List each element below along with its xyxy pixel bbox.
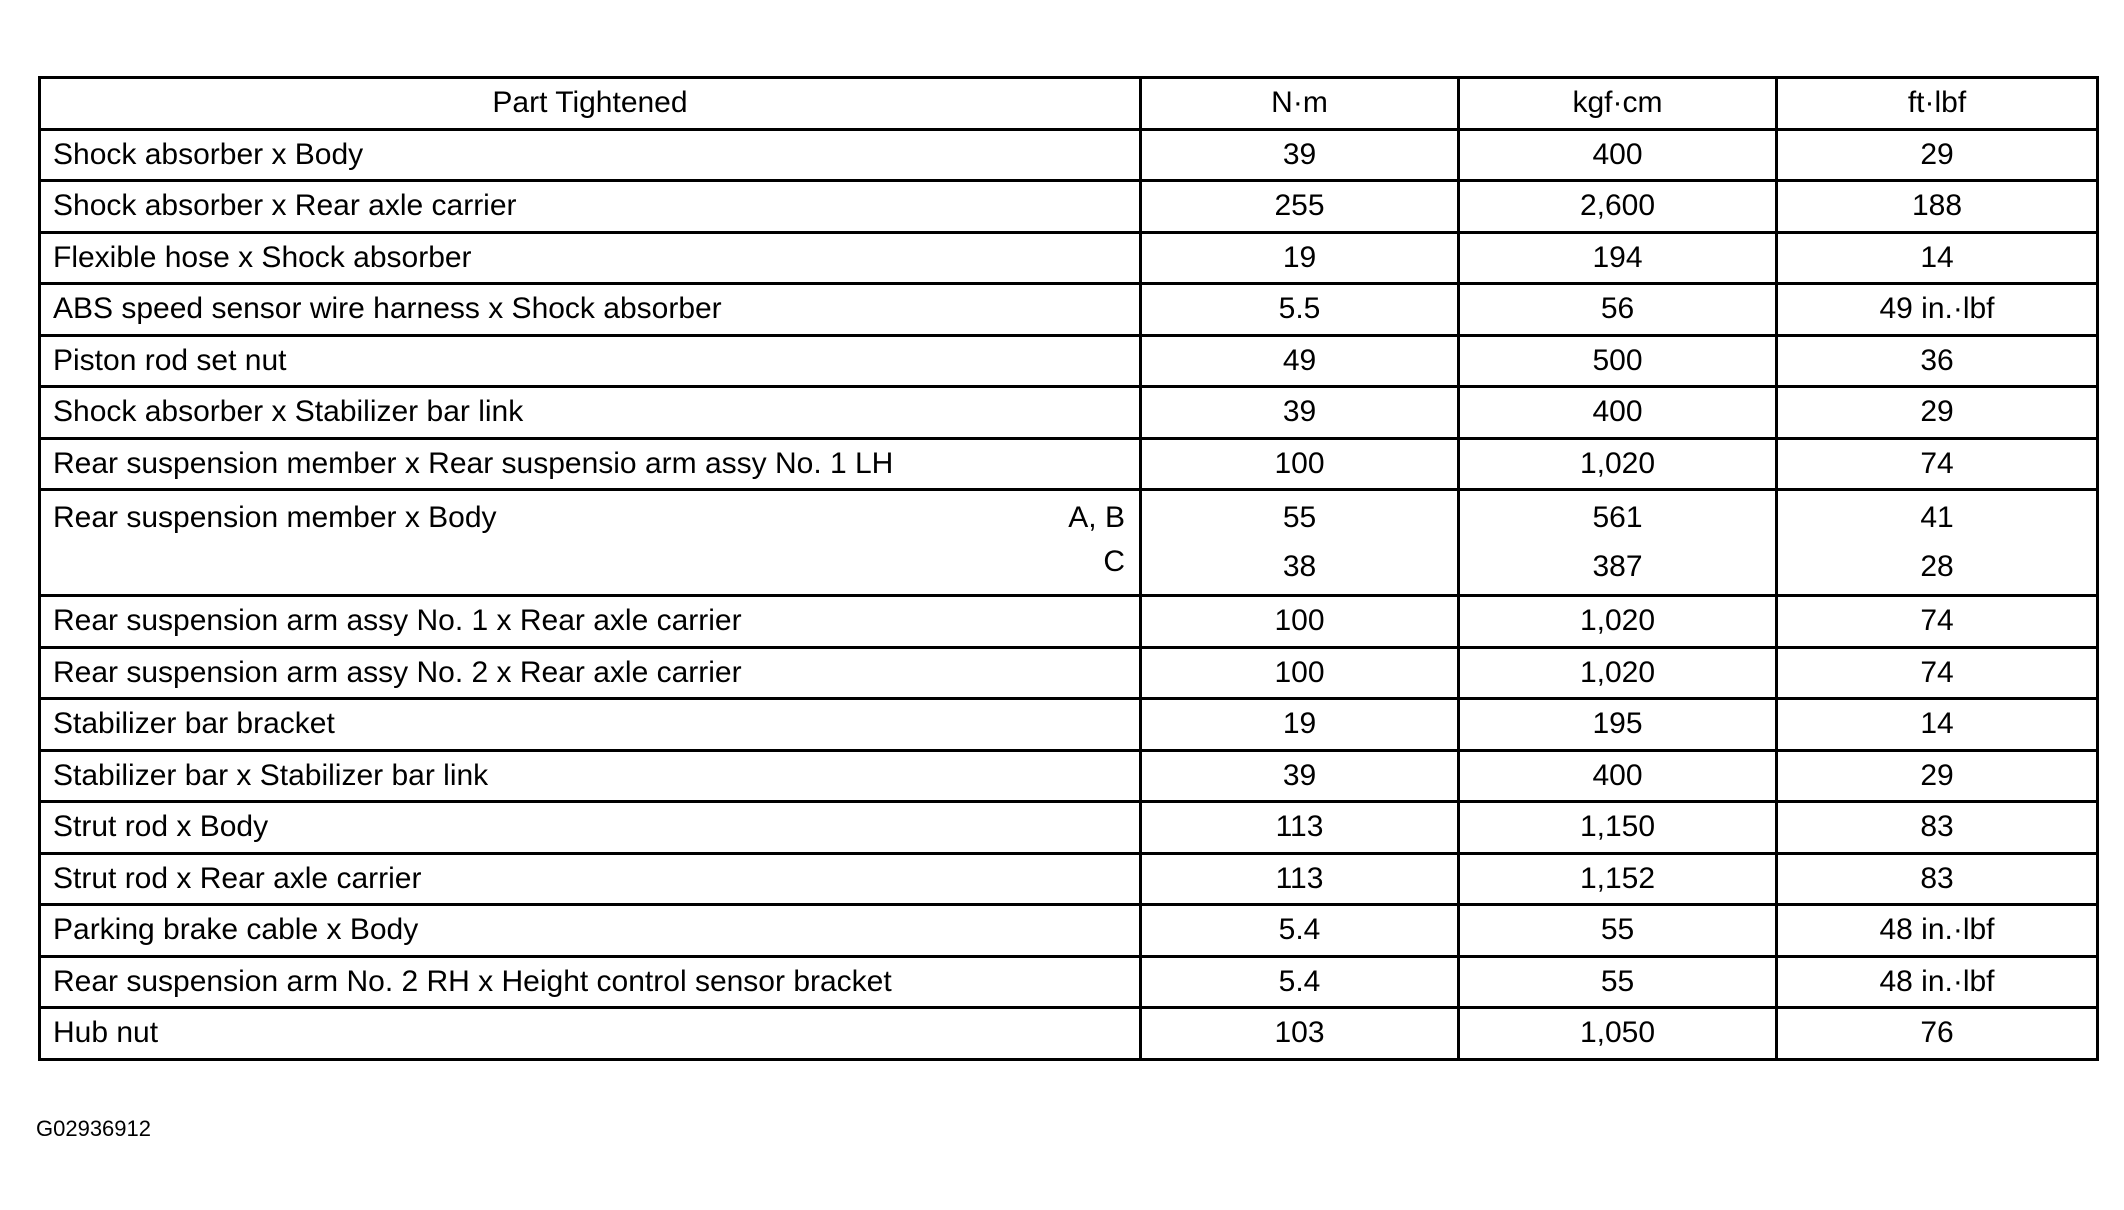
ftlbf-cell: 36: [1777, 335, 2098, 387]
kgfcm-cell: 1,150: [1459, 802, 1777, 854]
table-row: [40, 905, 2098, 957]
table-row: [40, 438, 2098, 490]
table-row: [40, 335, 2098, 387]
ftlbf-cell: 83: [1777, 802, 2098, 854]
nm-cell: 19: [1141, 232, 1459, 284]
kgfcm-cell: 500: [1459, 335, 1777, 387]
sub-label-ab: A, B: [1068, 501, 1125, 534]
table-row-split: [40, 490, 2098, 596]
nm-cell: 100: [1141, 596, 1459, 648]
table-row: [40, 284, 2098, 336]
ftlbf-cell: 29: [1777, 129, 2098, 181]
kgfcm-cell: 1,020: [1459, 647, 1777, 699]
kgfcm-cell: 55: [1459, 905, 1777, 957]
nm-cell: 5.5: [1141, 284, 1459, 336]
ftlbf-cell: 48 in.·lbf: [1777, 905, 2098, 957]
nm-value-c: 38: [1282, 550, 1317, 583]
table-row: [40, 1008, 2098, 1060]
sub-label-c: C: [1103, 545, 1125, 578]
table-row: [40, 181, 2098, 233]
part-label: Rear suspension member x Body: [53, 501, 497, 534]
part-cell: Strut rod x Rear axle carrier: [40, 853, 1141, 905]
table-row: [40, 596, 2098, 648]
kgfcm-cell: [1459, 490, 1777, 596]
nm-cell: [1141, 490, 1459, 596]
kgfcm-cell: 194: [1459, 232, 1777, 284]
nm-cell: 39: [1141, 129, 1459, 181]
ftlbf-cell: 74: [1777, 438, 2098, 490]
kgfcm-cell: 55: [1459, 956, 1777, 1008]
kgfcm-cell: 2,600: [1459, 181, 1777, 233]
ftlbf-cell: 29: [1777, 750, 2098, 802]
nm-cell: 39: [1141, 387, 1459, 439]
kgfcm-cell: 56: [1459, 284, 1777, 336]
part-cell: Rear suspension arm assy No. 2 x Rear axle carrier: [40, 647, 1141, 699]
part-cell: Parking brake cable x Body: [40, 905, 1141, 957]
table-row: [40, 750, 2098, 802]
sub-labels: [1068, 501, 1125, 589]
nm-cell: 19: [1141, 699, 1459, 751]
ftlbf-cell: 29: [1777, 387, 2098, 439]
nm-cell: 113: [1141, 853, 1459, 905]
ftlbf-cell: 48 in.·lbf: [1777, 956, 2098, 1008]
ftlbf-cell: 76: [1777, 1008, 2098, 1060]
kgfcm-cell: 1,020: [1459, 596, 1777, 648]
nm-cell: 5.4: [1141, 905, 1459, 957]
header-ftlbf: ft·lbf: [1777, 78, 2098, 130]
part-cell: [40, 490, 1141, 596]
ftlbf-cell: 14: [1777, 699, 2098, 751]
header-kgfcm: kgf·cm: [1459, 78, 1777, 130]
part-cell: Flexible hose x Shock absorber: [40, 232, 1141, 284]
part-cell: Strut rod x Body: [40, 802, 1141, 854]
part-cell: Rear suspension arm No. 2 RH x Height control sensor bracket: [40, 956, 1141, 1008]
table-row: [40, 853, 2098, 905]
table-row: [40, 699, 2098, 751]
ftlbf-cell: 83: [1777, 853, 2098, 905]
table-header-row: [40, 78, 2098, 130]
kgfcm-cell: 1,152: [1459, 853, 1777, 905]
part-cell: Stabilizer bar bracket: [40, 699, 1141, 751]
nm-cell: 100: [1141, 647, 1459, 699]
kgfcm-value-ab: 561: [1592, 501, 1643, 534]
nm-cell: 103: [1141, 1008, 1459, 1060]
kgfcm-value-c: 387: [1592, 550, 1643, 583]
nm-cell: 5.4: [1141, 956, 1459, 1008]
nm-cell: 100: [1141, 438, 1459, 490]
header-part-tightened: Part Tightened: [40, 78, 1141, 130]
table-row: [40, 387, 2098, 439]
ftlbf-cell: 74: [1777, 647, 2098, 699]
part-split-wrapper: [53, 501, 1139, 589]
kgfcm-cell: 400: [1459, 129, 1777, 181]
table-row: [40, 129, 2098, 181]
part-cell: Stabilizer bar x Stabilizer bar link: [40, 750, 1141, 802]
kgfcm-cell: 195: [1459, 699, 1777, 751]
ftlbf-cell: [1777, 490, 2098, 596]
figure-id-label: G02936912: [36, 1116, 151, 1141]
nm-cell: 255: [1141, 181, 1459, 233]
part-cell: ABS speed sensor wire harness x Shock absorber: [40, 284, 1141, 336]
part-cell: Hub nut: [40, 1008, 1141, 1060]
ftlbf-value-ab: 41: [1920, 501, 1954, 534]
part-cell: Shock absorber x Body: [40, 129, 1141, 181]
part-cell: Shock absorber x Stabilizer bar link: [40, 387, 1141, 439]
table-row: [40, 802, 2098, 854]
torque-spec-table: [38, 76, 2099, 1061]
nm-value-ab: 55: [1282, 501, 1317, 534]
header-nm: N·m: [1141, 78, 1459, 130]
part-cell: Rear suspension member x Rear suspensio arm assy No. 1 LH: [40, 438, 1141, 490]
kgfcm-cell: 1,020: [1459, 438, 1777, 490]
ftlbf-value-c: 28: [1920, 550, 1954, 583]
part-cell: Piston rod set nut: [40, 335, 1141, 387]
part-cell: Shock absorber x Rear axle carrier: [40, 181, 1141, 233]
table-row: [40, 647, 2098, 699]
ftlbf-cell: 14: [1777, 232, 2098, 284]
ftlbf-cell: 74: [1777, 596, 2098, 648]
kgfcm-cell: 400: [1459, 750, 1777, 802]
ftlbf-cell: 49 in.·lbf: [1777, 284, 2098, 336]
ftlbf-cell: 188: [1777, 181, 2098, 233]
table-row: [40, 232, 2098, 284]
nm-cell: 49: [1141, 335, 1459, 387]
table-row: [40, 956, 2098, 1008]
part-cell: Rear suspension arm assy No. 1 x Rear axle carrier: [40, 596, 1141, 648]
nm-cell: 39: [1141, 750, 1459, 802]
kgfcm-cell: 400: [1459, 387, 1777, 439]
nm-cell: 113: [1141, 802, 1459, 854]
kgfcm-cell: 1,050: [1459, 1008, 1777, 1060]
